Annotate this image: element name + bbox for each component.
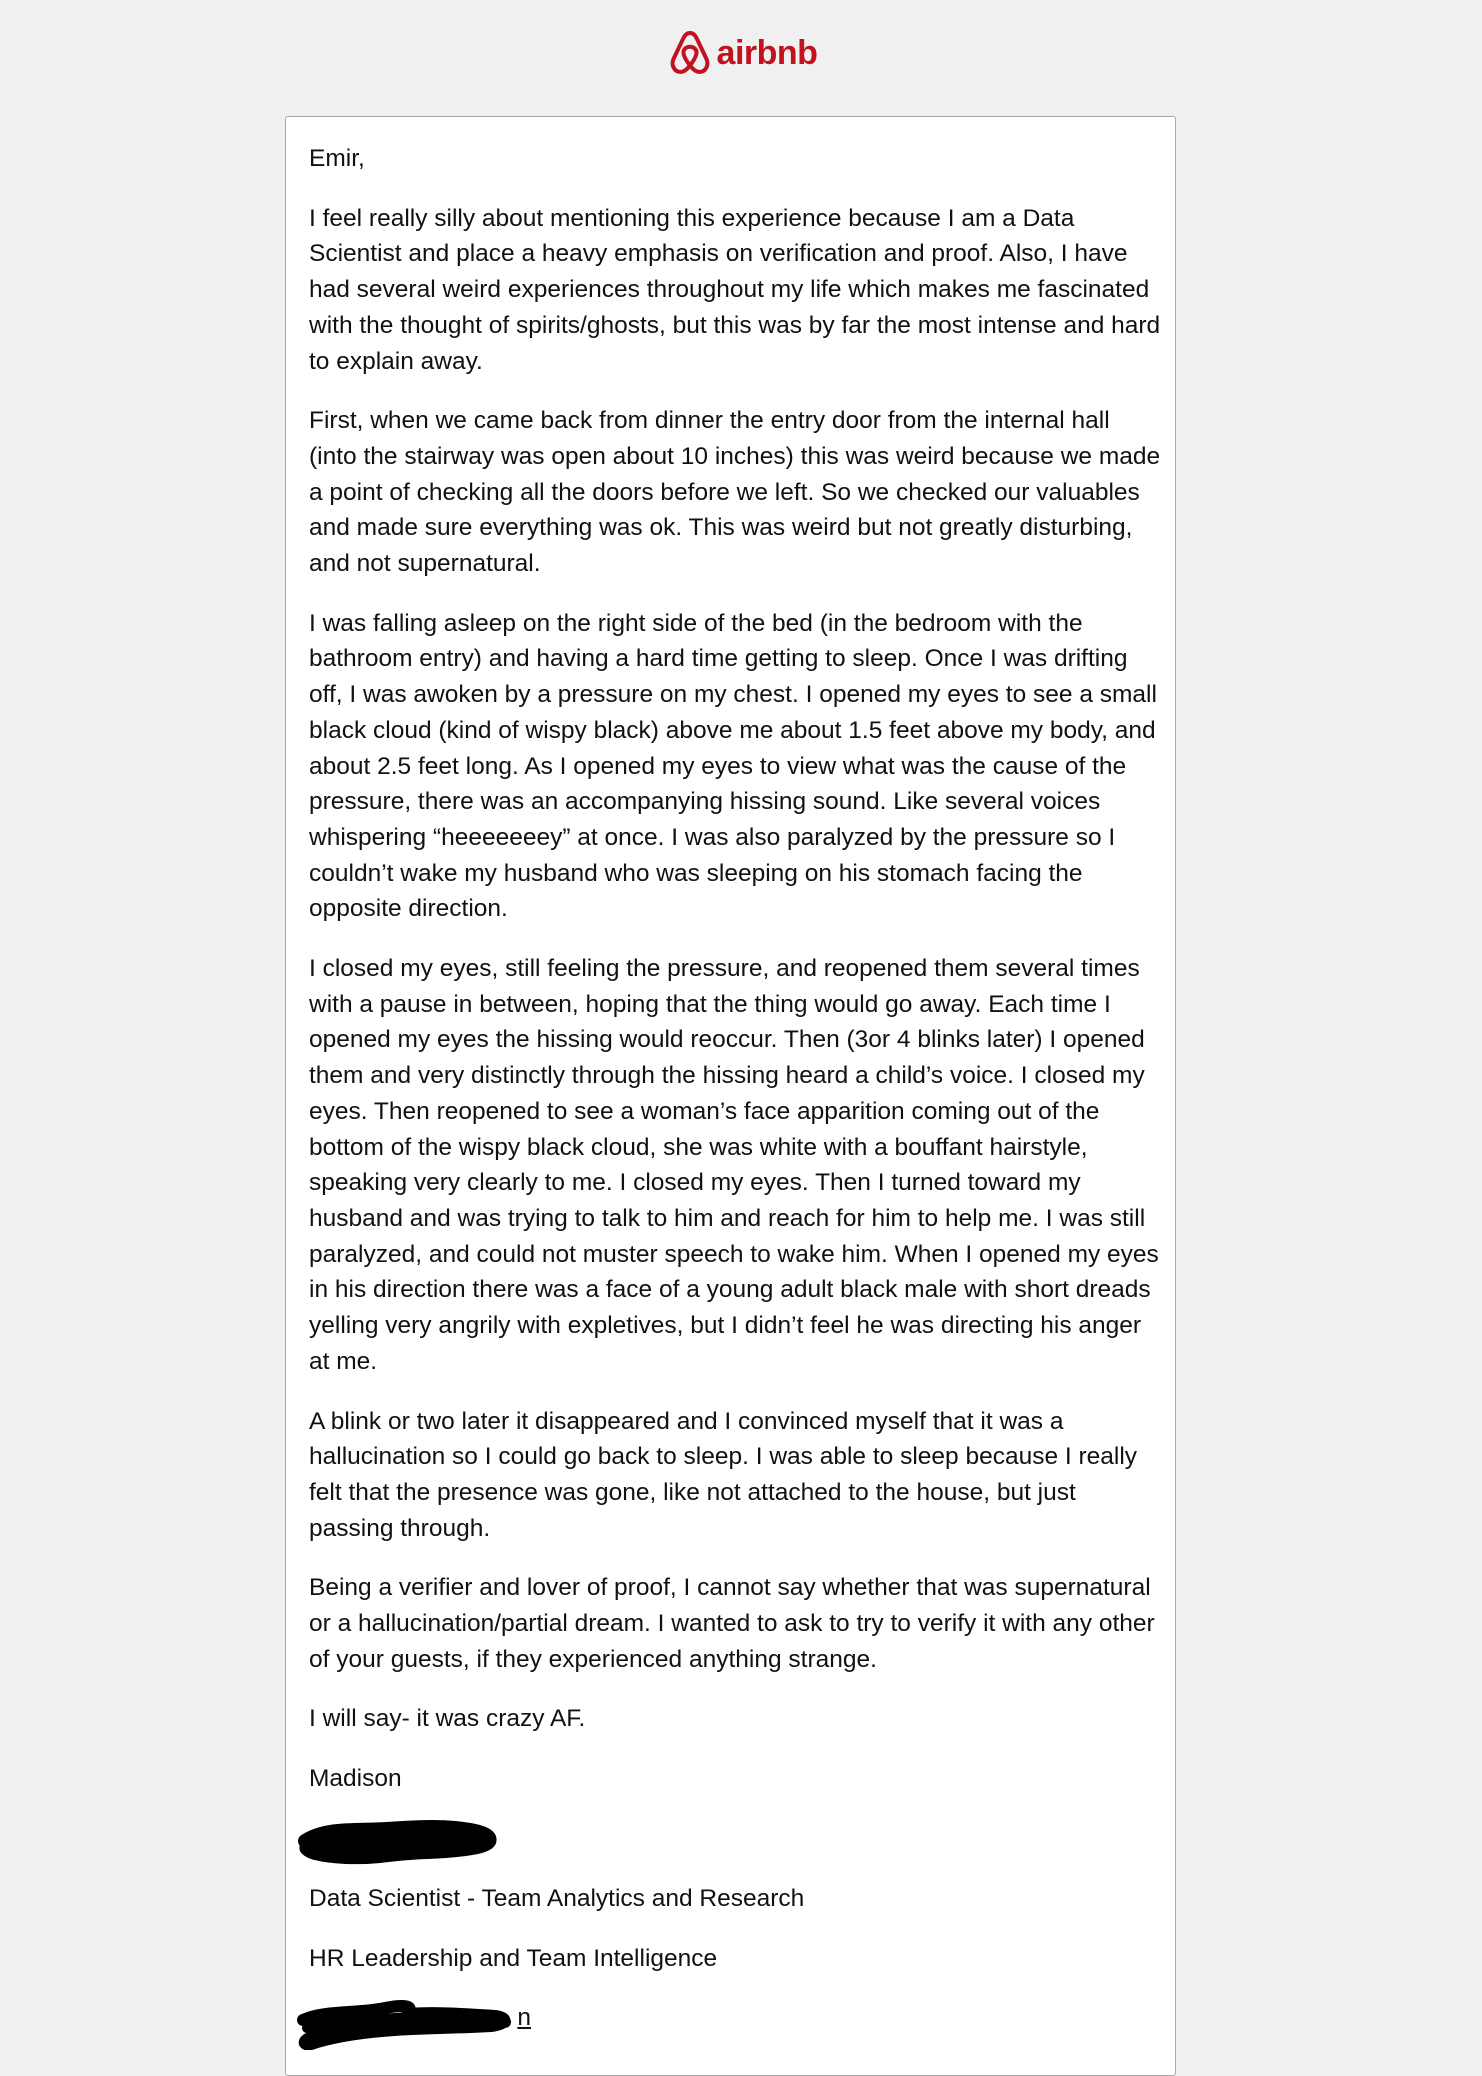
email-paragraph: I will say- it was crazy AF.: [309, 1705, 586, 1733]
airbnb-wordmark: airbnb: [716, 33, 818, 72]
email-header: [0, 0, 1482, 112]
email-message-card: [285, 116, 1176, 2076]
airbnb-belo-icon: [669, 30, 711, 76]
redaction-mark: [295, 1998, 525, 2050]
email-greeting: Emir,: [309, 145, 365, 172]
redacted-signature-link[interactable]: [309, 2000, 1161, 2040]
email-paragraph: First, when we came back from dinner the entry door from the internal hall (into the stairway was open about 10 inches) this was weird because we made a point of checking all the doors before we left. So we checked our valuables and made sure everything was ok. This was weird but not greatly disturbing, and not supernatural.: [309, 407, 1161, 578]
airbnb-logo[interactable]: [669, 30, 818, 76]
redaction-mark: [297, 1817, 507, 1865]
signature-title: Data Scientist - Team Analytics and Research: [309, 1884, 805, 1912]
email-body: [309, 141, 1161, 2040]
signature-department: HR Leadership and Team Intelligence: [309, 1944, 718, 1972]
signature-link-tail[interactable]: n: [517, 2004, 531, 2032]
email-paragraph: Being a verifier and lover of proof, I cannot say whether that was supernatural or a hallucination/partial dream. I wanted to ask to try to verify it with any other of your guests, if they experienced anything strange.: [309, 1574, 1155, 1673]
email-paragraph: I was falling asleep on the right side of the bed (in the bedroom with the bathroom entry) and having a hard time getting to sleep. Once I was drifting off, I was awoken by a pressure on my chest. I opened my eyes to see a small black cloud (kind of wispy black) above me about 1.5 feet above my body, and about 2.5 feet long. As I opened my eyes to view what was the cause of the pressure, there was an accompanying hissing sound. Like several voices whispering “heeeeeeey” at once. I was also paralyzed by the pressure so I couldn’t wake my husband who was sleeping on his stomach facing the opposite direction.: [309, 609, 1157, 923]
email-paragraph: I feel really silly about mentioning this experience because I am a Data Scientist and place a heavy emphasis on verification and proof. Also, I have had several weird experiences throughout my life which makes me fascinated with the thought of spirits/ghosts, but this was by far the most intense and hard to explain away.: [309, 204, 1161, 375]
redacted-signature-scribble: [309, 1821, 1161, 1857]
signature-name: Madison: [309, 1765, 402, 1793]
email-paragraph: I closed my eyes, still feeling the pressure, and reopened them several times with a pause in between, hoping that the thing would go away. Each time I opened my eyes the hissing would reoccur. Then (3or 4 blinks later) I opened them and very distinctly through the hissing heard a child’s voice. I closed my eyes. Then reopened to see a woman’s face apparition coming out of the bottom of the wispy black cloud, she was white with a bouffant hairstyle, speaking very clearly to me. I closed my eyes. Then I turned toward my husband and was trying to talk to him and reach for him to help me. I was still paralyzed, and could not muster speech to wake him. When I opened my eyes in his direction there was a face of a young adult black male with short dreads yelling very angrily with expletives, but I didn’t feel he was directing his anger at me.: [309, 955, 1159, 1375]
email-paragraph: A blink or two later it disappeared and I convinced myself that it was a hallucination so I could go back to sleep. I was able to sleep because I really felt that the presence was gone, like not attached to the house, but just passing through.: [309, 1407, 1138, 1542]
